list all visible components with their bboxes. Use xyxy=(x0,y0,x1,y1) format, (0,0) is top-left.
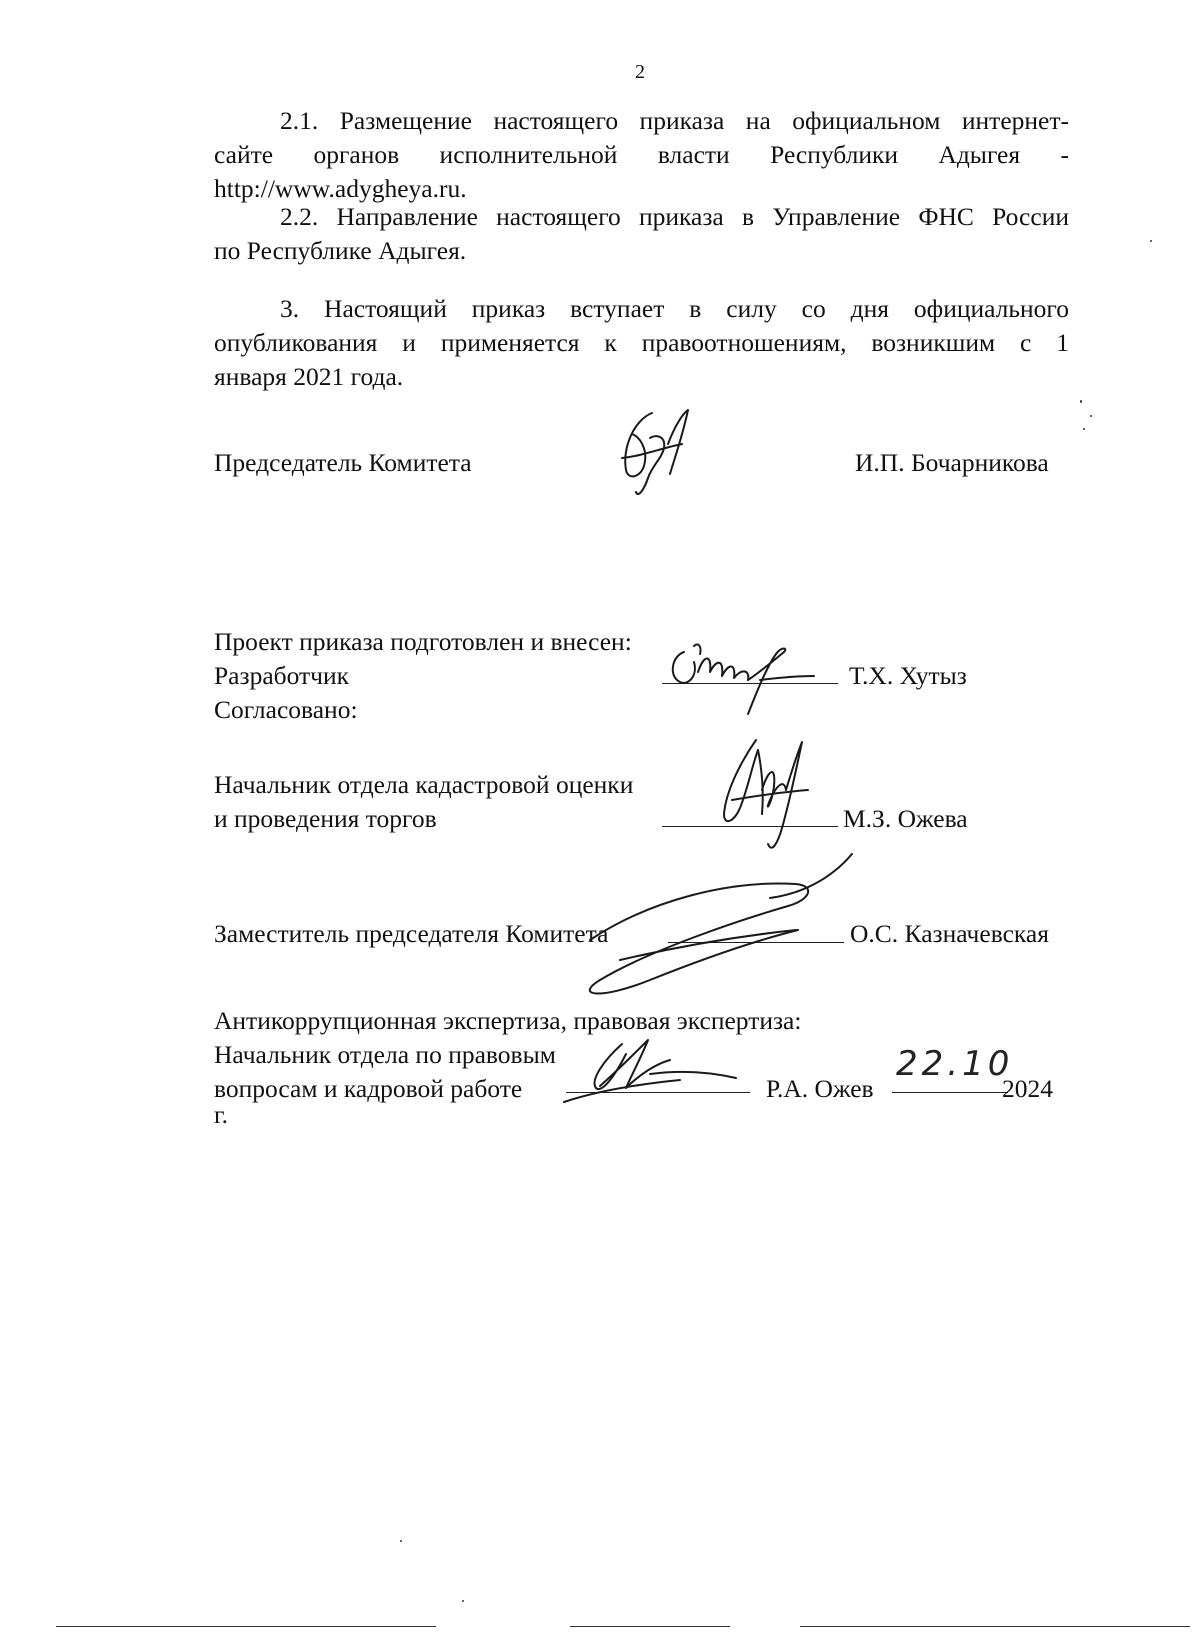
cadastral-name: М.З. Ожева xyxy=(843,804,968,833)
scan-speck xyxy=(1083,428,1085,430)
clause-2-2-line-1: 2.2. Направление настоящего приказа в Управление ФНС России xyxy=(280,202,1069,231)
legal-title-line-2: вопросам и кадровой работе xyxy=(214,1074,523,1103)
scan-edge-line xyxy=(56,1626,436,1627)
legal-signature xyxy=(560,1030,750,1110)
legal-review-heading: Антикоррупционная экспертиза, правовая экспертиза: xyxy=(214,1006,802,1035)
scan-speck xyxy=(1080,400,1082,403)
date-trailing-g: г. xyxy=(214,1100,228,1129)
deputy-title: Заместитель председателя Комитета xyxy=(214,919,609,948)
chairman-title: Председатель Комитета xyxy=(214,448,472,477)
agreed-label: Согласовано: xyxy=(214,695,358,724)
developer-signature xyxy=(664,632,824,722)
clause-2-1-line-2: сайте органов исполнительной власти Республики Адыгея - xyxy=(214,140,1069,169)
scan-speck xyxy=(1150,240,1152,242)
prepared-heading: Проект приказа подготовлен и внесен: xyxy=(214,627,632,656)
cadastral-title-line-2: и проведения торгов xyxy=(214,804,437,833)
cadastral-signature xyxy=(712,730,822,860)
clause-2-1-line-3: http://www.adygheya.ru. xyxy=(214,174,467,203)
legal-title-line-1: Начальник отдела по правовым xyxy=(214,1040,556,1069)
clause-2-1-line-1: 2.1. Размещение настоящего приказа на официальном интернет- xyxy=(280,106,1069,135)
scan-speck xyxy=(462,1600,464,1602)
scan-speck xyxy=(400,1540,402,1542)
cadastral-title-line-1: Начальник отдела кадастровой оценки xyxy=(214,770,634,799)
clause-3-line-3: января 2021 года. xyxy=(214,362,404,391)
scan-edge-line xyxy=(570,1626,730,1627)
developer-name: Т.Х. Хутыз xyxy=(849,661,967,690)
scan-edge-line xyxy=(800,1626,1190,1627)
clause-3-line-1: 3. Настоящий приказ вступает в силу со дня официального xyxy=(280,294,1069,323)
date-line xyxy=(892,1092,1008,1093)
date-year: 2024 xyxy=(1002,1074,1053,1103)
deputy-name: О.С. Казначевская xyxy=(850,919,1049,948)
developer-role: Разработчик xyxy=(214,661,350,690)
deputy-signature xyxy=(560,850,860,1000)
clause-3-line-2: опубликования и применяется к правоотношениям, возникшим с 1 xyxy=(214,328,1069,357)
page-number: 2 xyxy=(635,61,645,83)
clause-2-2-line-2: по Республике Адыгея. xyxy=(214,236,467,265)
handwritten-date: 22.10 xyxy=(896,1044,1014,1084)
chairman-signature xyxy=(612,408,712,508)
scan-speck xyxy=(1090,415,1092,417)
chairman-name: И.П. Бочарникова xyxy=(855,448,1049,477)
legal-name: Р.А. Ожев xyxy=(766,1074,874,1103)
